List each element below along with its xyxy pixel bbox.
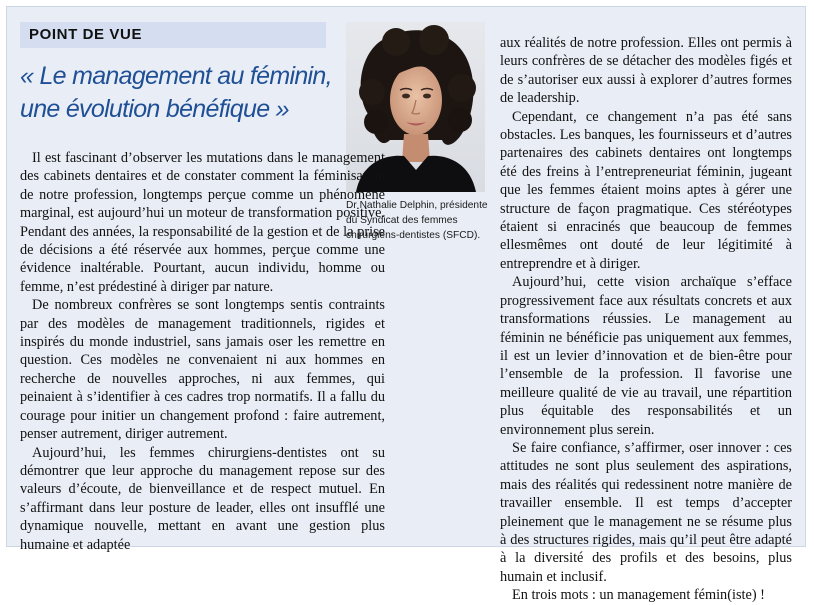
article-column-1 (20, 149, 385, 554)
paragraph: Cependant, ce changement n’a pas été sans obstacles. Les banques, les fournisseurs et d’autres partenaires des cabinets dentaires ont longtemps été des freins à l’entrepreneuriat féminin, jugeant que les femmes étaient moins aptes à gérer une structure de façon pragmatique. Ces stéréotypes étaient si enracinés que beaucoup de femmes ellesmêmes ont douté de leur légitimité à entreprendre et à diriger. (500, 108, 792, 272)
article-headline: « Le management au féminin, une évolution bénéfique » (20, 62, 332, 123)
paragraph: En trois mots : un management fémin(iste) ! (512, 587, 765, 604)
paragraph: Aujourd’hui, les femmes chirurgiens-dentistes ont su démontrer que leur approche du management repose sur des valeurs d’écoute, de bienveillance et de respect mutuel. En s’affirmant dans leur posture de leader, elles ont insufflé une dynamique nouvelle, mettant en avant une gestion plus humaine et adaptée (20, 444, 385, 553)
paragraph: Il est fascinant d’observer les mutations dans le management des cabinets dentaires et de constater comment la féminisation de notre profession, longtemps perçue comme un phénomène marginal, est aujourd’hui un moteur de transformation positive. Pendant des années, la responsabilité de la gestion et de la prise de décisions a été réservée aux hommes, perçue comme une évidence inaltérable. Pourtant, aucun individu, homme ou femme, n’est prédestiné à diriger par nature. (20, 150, 385, 295)
paragraph: De nombreux confrères se sont longtemps sentis contraints par des modèles de management traditionnels, rigides et inspirés du monde industriel, sans jamais oser les remettre en question. Ces modèles ne convenaient ni aux hommes en recherche de nouvelles approches, ni aux femmes, qui peinaient à s’identifier à ces cadres trop normatifs. Il a fallu du courage pour initier un changement profond : faire autrement, penser autrement, diriger autrement. (20, 297, 385, 443)
paragraph: Se faire confiance, s’affirmer, oser innover : ces attitudes ne sont plus seulement des aspirations, mais des réalités qui redessinent notre manière de travailler ensemble. Il est temps d’accepter pleinement que le management ne se résume plus à des structures rigides, mais qu’il peut être adapté à la diversité des profils et des besoins, plus humain et inclusif. (500, 439, 792, 585)
photo-caption: Dr Nathalie Delphin, présidente du Syndicat des femmes chirurgiens-dentistes (SFCD). (346, 200, 488, 241)
paragraph: Aujourd’hui, cette vision archaïque s’efface progressivement face aux résultats concrets et aux transformations réussies. Le management au féminin ne bénéficie pas uniquement aux femmes, il est un levier d’innovation et de bien-être pour l’ensemble de la profession. Il favorise une meilleure qualité de vie au travail, une répartition plus équitable des responsabilités et un environnement plus serein. (500, 274, 792, 438)
article-column-2 (500, 34, 792, 605)
section-label: POINT DE VUE (20, 22, 326, 48)
paragraph: aux réalités de notre profession. Elles ont permis à leurs confrères de se détacher des modèles figés et de s’autoriser eux aussi à explorer d’autres formes de leadership. (500, 35, 792, 107)
